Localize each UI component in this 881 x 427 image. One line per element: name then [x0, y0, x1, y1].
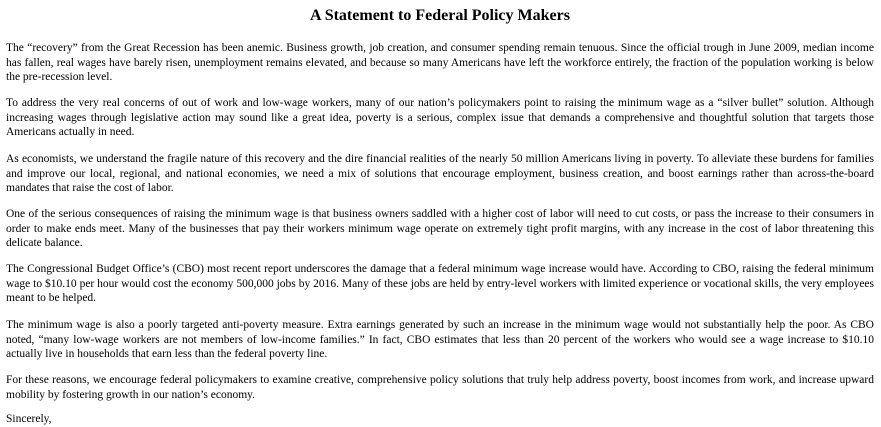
paragraph-recovery: The “recovery” from the Great Recession has been anemic. Business growth, job creation, and consumer spending remain tenuous. Since the official trough in June 2009, median income has fallen, real wages have barely risen, unemployment remains elevated, and because so many Americans have left the workforce entirely, the fraction of the population working is below the pre-recession level. [6, 42, 874, 84]
paragraph-conclusion: For these reasons, we encourage federal policymakers to examine creative, comprehensive policy solutions that truly help address poverty, boost incomes from work, and increase upward mobility by fostering growth in our nation’s economy. [6, 374, 874, 401]
document-title: A Statement to Federal Policy Makers [310, 7, 570, 24]
document-page [6, 0, 874, 425]
paragraph-cbo-report: The Congressional Budget Office’s (CBO) most recent report underscores the damage that a federal minimum wage increase would have. According to CBO, raising the federal minimum wage to $10.10 per hour would cost the economy 500,000 jobs by 2016. Many of these jobs are held by entry-level workers with limited experience or vocational skills, the very employees meant to be helped. [6, 263, 874, 305]
paragraph-anti-poverty: The minimum wage is also a poorly targeted anti-poverty measure. Extra earnings generated by such an increase in the minimum wage would not substantially help the poor. As CBO noted, “many low-wage workers are not members of low-income families.” In fact, CBO estimates that less than 20 percent of the workers who would see a wage increase to $10.10 actually live in households that earn less than the federal poverty line. [6, 319, 874, 361]
paragraph-minimum-wage-silver-bullet: To address the very real concerns of out of work and low-wage workers, many of our nation’s policymakers point to raising the minimum wage as a “silver bullet” solution. Although increasing wages through legislative action may sound like a great idea, poverty is a serious, complex issue that demands a comprehensive and thoughtful solution that targets those Americans actually in need. [6, 97, 874, 139]
closing-salutation: Sincerely, [6, 413, 52, 425]
paragraph-economists: As economists, we understand the fragile nature of this recovery and the dire financial realities of the nearly 50 million Americans living in poverty. To alleviate these burdens for families and improve our local, regional, and national economies, we need a mix of solutions that encourage employment, business creation, and boost earnings rather than across-the-board mandates that raise the cost of labor. [6, 153, 874, 195]
paragraph-consequences: One of the serious consequences of raising the minimum wage is that business owners saddled with a higher cost of labor will need to cut costs, or pass the increase to their consumers in order to make ends meet. Many of the businesses that pay their workers minimum wage operate on extremely tight profit margins, with any increase in the cost of labor threatening this delicate balance. [6, 208, 874, 250]
